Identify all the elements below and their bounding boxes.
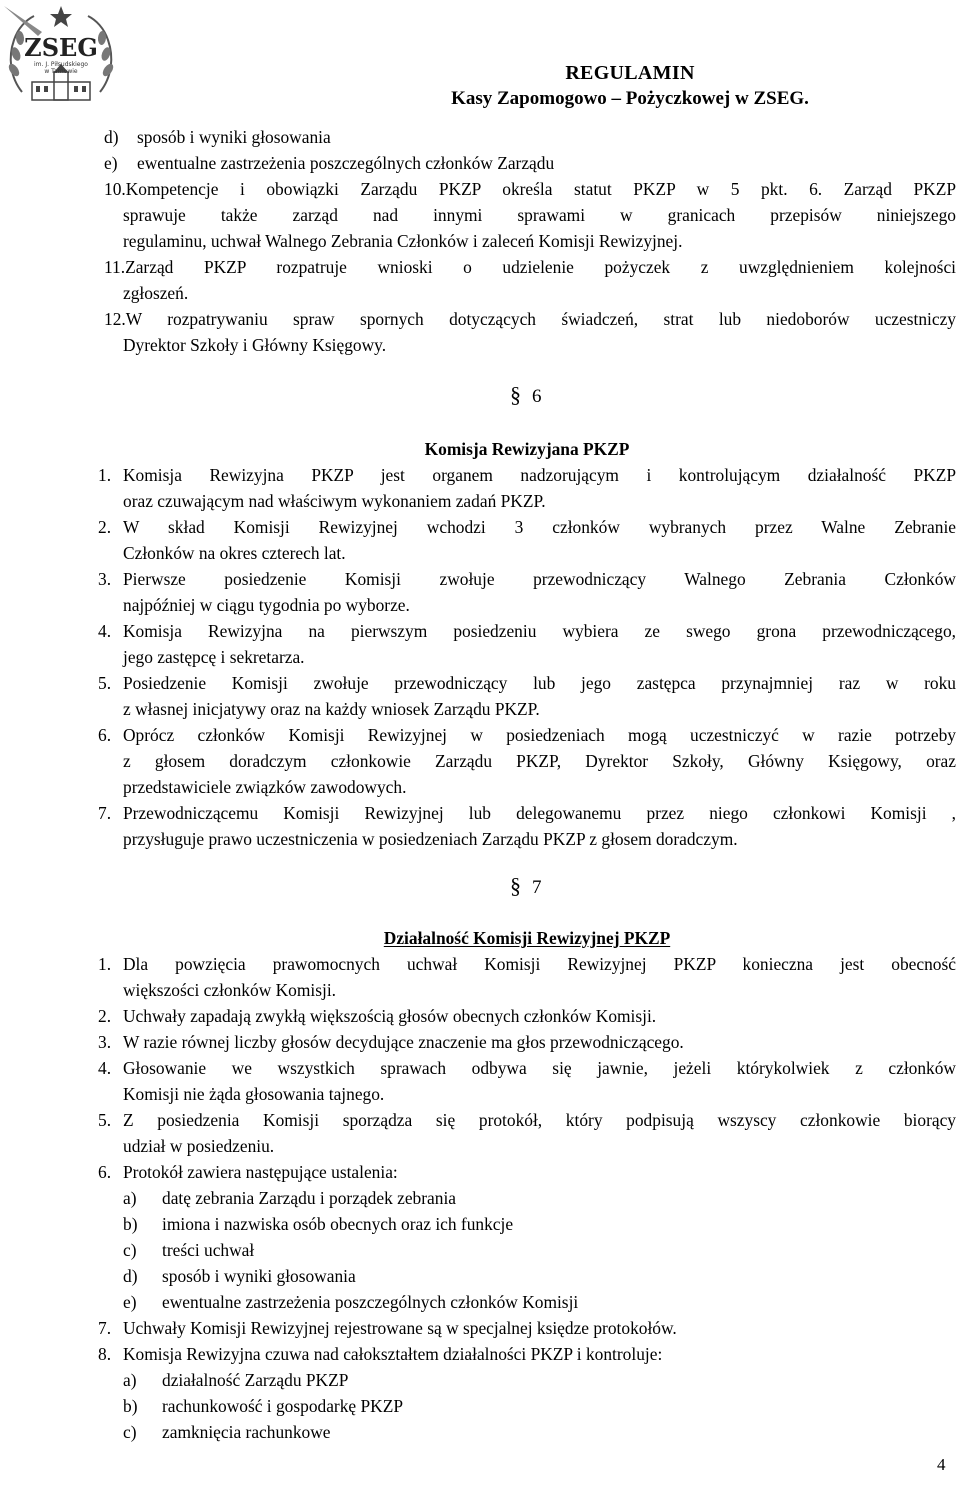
sub-list-label: b)	[123, 1214, 138, 1234]
list-item-text: większości członków Komisji.	[123, 980, 337, 1000]
sub-list-item-text: rachunkowość i gospodarkę PKZP	[162, 1396, 404, 1416]
list-item-text: Uchwały zapadają zwykłą większością głosów obecnych członków Komisji.	[123, 1006, 657, 1026]
page-number: 4	[937, 1455, 946, 1474]
sub-list-label: a)	[123, 1370, 137, 1390]
list-item-text: Komisja Rewizyjna czuwa nad całokształtem działalności PKZP i kontroluje:	[123, 1344, 663, 1364]
svg-text:w Tarnowie: w Tarnowie	[44, 68, 78, 75]
list-item-text: Protokół zawiera następujące ustalenia:	[123, 1162, 398, 1182]
list-label: d)	[104, 127, 119, 147]
list-item-text: Dla powzięcia prawomocnych uchwał Komisji Rewizyjnej PKZP konieczna jest obecność	[123, 954, 956, 974]
list-item-text: Uchwały Komisji Rewizyjnej rejestrowane są w specjalnej księdze protokołów.	[123, 1318, 677, 1338]
section-number: § 6	[510, 382, 542, 407]
document-title: REGULAMIN	[565, 62, 695, 84]
list-item-text: najpóźniej w ciągu tygodnia po wyborze.	[123, 595, 410, 615]
list-item-text: jego zastępcę i sekretarza.	[123, 647, 305, 667]
sub-list-label: a)	[123, 1188, 137, 1208]
svg-text:ZSEG: ZSEG	[24, 33, 98, 62]
document-subtitle: Kasy Zapomogowo – Pożyczkowej w ZSEG.	[451, 88, 809, 109]
list-number: 8.	[98, 1344, 112, 1364]
list-item-text: W skład Komisji Rewizyjnej wchodzi 3 członków wybranych przez Walne Zebranie	[123, 517, 956, 537]
list-item-text: z głosem doradczym członkowie Zarządu PKZP, Dyrektor Szkoły, Główny Księgowy, oraz	[123, 751, 956, 771]
list-number: 4.	[98, 1058, 112, 1078]
sub-list-label: c)	[123, 1422, 137, 1442]
list-number: 6.	[98, 1162, 112, 1182]
svg-text:im. J. Piłsudskiego: im. J. Piłsudskiego	[34, 61, 88, 68]
sub-list-item-text: imiona i nazwiska osób obecnych oraz ich funkcje	[162, 1214, 514, 1234]
section-symbol: §	[510, 873, 521, 898]
paragraph-line: Dyrektor Szkoły i Główny Księgowy.	[123, 335, 387, 355]
list-number: 6.	[98, 725, 112, 745]
list-number: 5.	[98, 673, 112, 693]
list-item-text: Członków na okres czterech lat.	[123, 543, 346, 563]
list-label: e)	[104, 153, 118, 173]
list-item-text: Posiedzenie Komisji zwołuje przewodniczący lub jego zastępca przynajmniej raz w roku	[123, 673, 956, 693]
sub-list-label: d)	[123, 1266, 138, 1286]
list-item-text: przedstawiciele związków zawodowych.	[123, 777, 407, 797]
list-number: 7.	[98, 1318, 112, 1338]
list-item-text: Z posiedzenia Komisji sporządza się protokół, który podpisują wszyscy członkowie biorący	[123, 1110, 956, 1130]
list-item-text: sposób i wyniki głosowania	[137, 127, 331, 147]
sub-list-item-text: datę zebrania Zarządu i porządek zebrania	[162, 1188, 457, 1208]
sub-list-item-text: działalność Zarządu PKZP	[162, 1370, 349, 1390]
paragraph-line: 12.W rozpatrywaniu spraw spornych dotyczących świadczeń, strat lub niedoborów uczestniczy	[104, 309, 956, 329]
section-heading: Komisja Rewizyjana PKZP	[424, 439, 630, 459]
list-number: 2.	[98, 1006, 112, 1026]
paragraph-line: zgłoszeń.	[123, 283, 189, 303]
list-number: 7.	[98, 803, 112, 823]
list-number: 5.	[98, 1110, 112, 1130]
list-number: 1.	[98, 465, 112, 485]
list-number: 1.	[98, 954, 112, 974]
paragraph-line: 10.Kompetencje i obowiązki Zarządu PKZP określa statut PKZP w 5 pkt. 6. Zarząd PKZP	[104, 179, 956, 199]
sub-list-item-text: zamknięcia rachunkowe	[162, 1422, 331, 1442]
list-item-text: Oprócz członków Komisji Rewizyjnej w posiedzeniach mogą uczestniczyć w razie potrzeby	[123, 725, 956, 745]
section-heading: Działalność Komisji Rewizyjnej PKZP	[383, 928, 671, 948]
paragraph-line: 11.Zarząd PKZP rozpatruje wnioski o udzielenie pożyczek z uwzględnieniem kolejności	[104, 257, 956, 277]
list-item-text: Komisja Rewizyjna na pierwszym posiedzeniu wybiera ze swego grona przewodniczącego,	[123, 621, 956, 641]
list-number: 2.	[98, 517, 112, 537]
sub-list-item-text: treści uchwał	[162, 1240, 255, 1260]
sub-list-label: c)	[123, 1240, 137, 1260]
paragraph-line: sprawuje także zarząd nad innymi sprawami w granicach przepisów niniejszego	[123, 205, 956, 225]
list-item-text: Przewodniczącemu Komisji Rewizyjnej lub delegowanemu przez niego członkowi Komisji ,	[123, 803, 956, 823]
list-item-text: udział w posiedzeniu.	[123, 1136, 275, 1156]
list-item-text: Komisji nie żąda głosowania tajnego.	[123, 1084, 385, 1104]
list-item-text: W razie równej liczby głosów decydujące znaczenie ma głos przewodniczącego.	[123, 1032, 684, 1052]
list-item-text: Komisja Rewizyjna PKZP jest organem nadzorującym i kontrolującym działalność PKZP	[123, 465, 956, 485]
list-number: 4.	[98, 621, 112, 641]
list-item-text: oraz czuwającym nad właściwym wykonaniem zadań PKZP.	[123, 491, 546, 511]
list-number: 3.	[98, 569, 112, 589]
list-item-text: Głosowanie we wszystkich sprawach odbywa się jawnie, jeżeli którykolwiek z członków	[123, 1058, 956, 1078]
list-number: 3.	[98, 1032, 112, 1052]
sub-list-label: e)	[123, 1292, 137, 1312]
section-number: § 7	[510, 873, 542, 898]
list-item-text: Pierwsze posiedzenie Komisji zwołuje przewodniczący Walnego Zebrania Członków	[123, 569, 956, 589]
list-item-text: przysługuje prawo uczestniczenia w posiedzeniach Zarządu PKZP z głosem doradczym.	[123, 829, 738, 849]
sub-list-item-text: ewentualne zastrzeżenia poszczególnych członków Komisji	[162, 1292, 579, 1312]
section-symbol: §	[510, 382, 521, 407]
school-logo	[2, 2, 120, 114]
paragraph-line: regulaminu, uchwał Walnego Zebrania Członków i zaleceń Komisji Rewizyjnej.	[123, 231, 683, 251]
list-item-text: z własnej inicjatywy oraz na każdy wniosek Zarządu PKZP.	[123, 699, 540, 719]
sub-list-label: b)	[123, 1396, 138, 1416]
list-item-text: ewentualne zastrzeżenia poszczególnych członków Zarządu	[137, 153, 555, 173]
sub-list-item-text: sposób i wyniki głosowania	[162, 1266, 356, 1286]
